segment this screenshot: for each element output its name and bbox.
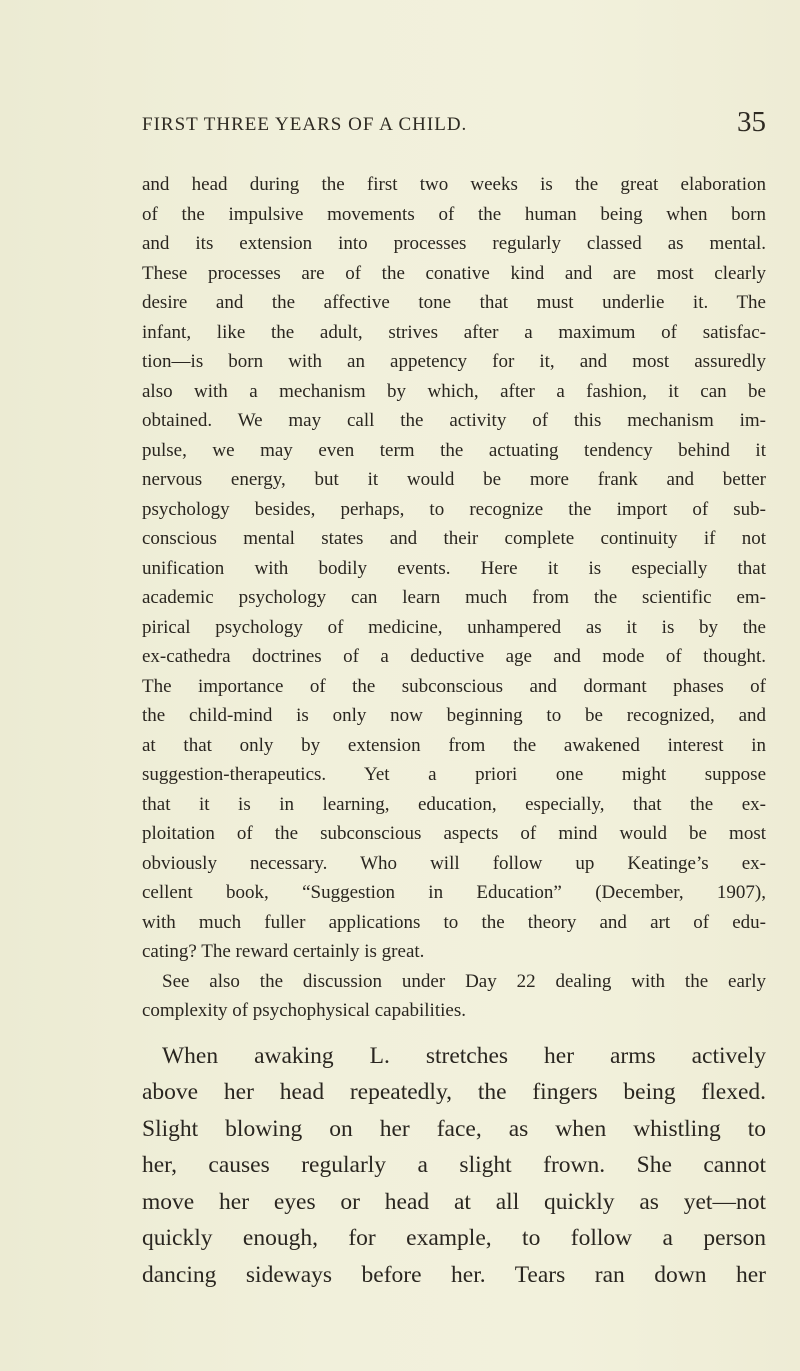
text-line: unification with bodily events. Here it is especially that [142,557,766,579]
text-line: Slight blowing on her face, as when whistling to [142,1115,766,1142]
text-line: at that only by extension from the awakened interest in [142,734,766,756]
text-line: quickly enough, for example, to follow a person [142,1225,766,1252]
text-line: When awaking L. stretches her arms actively [162,1042,766,1069]
text-line: See also the discussion under Day 22 dealing with the early [162,970,766,992]
text-line: and its extension into processes regularly classed as mental. [142,233,766,254]
text-line: dancing sideways before her. Tears ran down her [142,1262,766,1289]
text-line: that it is in learning, education, especially, that the ex- [142,793,766,815]
text-line: her, causes regularly a slight frown. She cannot [142,1152,766,1179]
paragraph-small-print [142,170,766,967]
text-line: move her eyes or head at all quickly as yet—not [142,1188,766,1215]
text-line: ploitation of the subconscious aspects of mind would be most [142,823,766,844]
text-line: suggestion-therapeutics. Yet a priori one might suppose [142,764,766,785]
text-line: The importance of the subconscious and dormant phases of [142,675,766,697]
text-line: with much fuller applications to the theory and art of edu- [142,911,766,933]
text-line: psychology besides, perhaps, to recognize the import of sub- [142,498,766,520]
text-line: infant, like the adult, strives after a maximum of satisfac- [142,321,766,343]
text-line: above her head repeatedly, the fingers being flexed. [142,1079,766,1106]
text-line: and head during the first two weeks is the great elaboration [142,174,766,195]
text-line: pulse, we may even term the actuating tendency behind it [142,439,766,461]
text-line: obviously necessary. Who will follow up Keatinge’s ex- [142,852,766,874]
text-line: ex-cathedra doctrines of a deductive age and mode of thought. [142,646,766,667]
text-line: of the impulsive movements of the human being when born [142,203,766,225]
text-line: cating? The reward certainly is great. [142,941,425,962]
page-header [142,106,766,144]
text-line: obtained. We may call the activity of this mechanism im- [142,410,766,431]
text-line: These processes are of the conative kind and are most clearly [142,262,766,284]
text-line: the child-mind is only now beginning to be recognized, and [142,705,766,726]
body-text [142,170,766,1294]
text-line: academic psychology can learn much from the scientific em- [142,587,766,608]
running-title: FIRST THREE YEARS OF A CHILD. [142,114,468,135]
text-line: nervous energy, but it would be more frank and better [142,469,766,490]
text-line: cellent book, “Suggestion in Education” (December, 1907), [142,882,766,903]
text-line: conscious mental states and their complete continuity if not [142,528,766,549]
paragraph-main-print [142,1038,766,1294]
text-line: complexity of psychophysical capabilities. [142,1000,466,1021]
text-line: desire and the affective tone that must underlie it. The [142,292,766,313]
page-number: 35 [737,106,766,138]
text-line: also with a mechanism by which, after a fashion, it can be [142,380,766,402]
text-line: pirical psychology of medicine, unhampered as it is by the [142,616,766,638]
paragraph-note [142,967,766,1026]
text-line: tion—is born with an appetency for it, and most assuredly [142,351,766,372]
